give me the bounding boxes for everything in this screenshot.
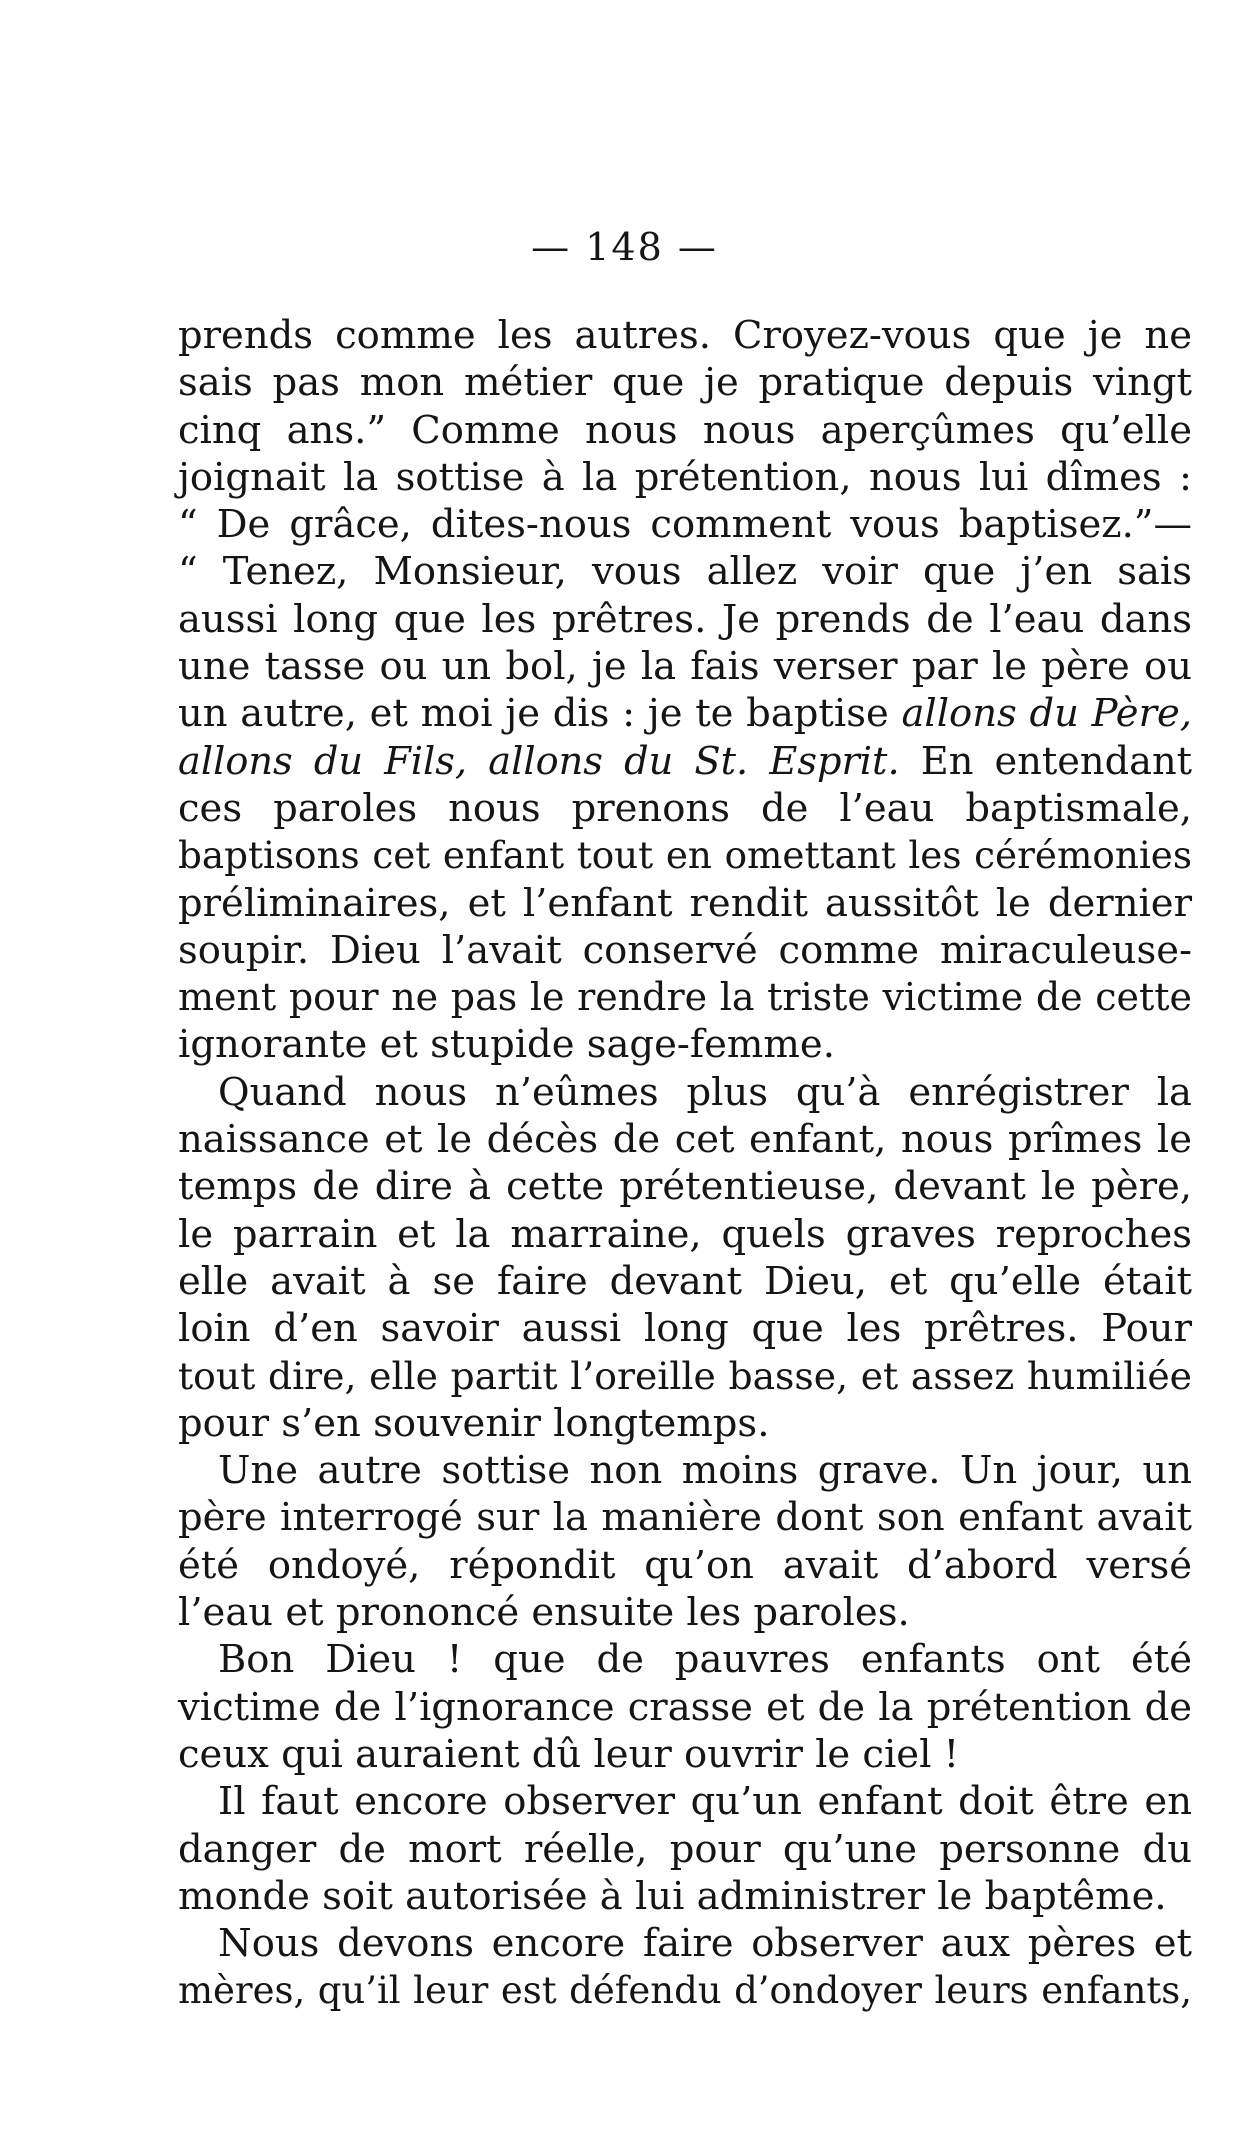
text-line: [178, 1589, 1192, 1636]
line-text: loin d’en savoir aussi long que les prêtres. Pour: [178, 1306, 1192, 1352]
text-line: [178, 312, 1192, 359]
line-text: En entendant: [899, 738, 1192, 784]
text-line: [178, 454, 1192, 501]
text-line: [178, 1400, 1192, 1447]
line-text: mères, qu’il leur est défendu d’ondoyer leurs enfants,: [178, 1969, 1192, 2013]
text-line: [178, 1731, 1192, 1778]
line-text: une tasse ou un bol, je la fais verser par le père ou: [178, 644, 1192, 690]
line-text: prends comme les autres. Croyez-vous que je ne: [178, 313, 1192, 358]
text-line: [178, 1542, 1192, 1589]
text-line: [178, 1447, 1192, 1494]
line-text: Il faut encore observer qu’un enfant doit être en: [218, 1779, 1192, 1825]
text-line: [178, 1163, 1192, 1210]
text-line: [178, 927, 1192, 974]
line-text: ment pour ne pas le rendre la triste victime de cette: [178, 975, 1192, 1020]
text-line: [178, 548, 1192, 595]
line-text: Nous devons encore faire observer aux pères et: [218, 1921, 1192, 1967]
text-line: [178, 359, 1192, 406]
line-text: aussi long que les prêtres. Je prends de l’eau dans: [178, 596, 1192, 642]
text-line: [178, 1211, 1192, 1258]
text-line: [178, 1684, 1192, 1731]
line-text: “ De grâce, dites-nous comment vous baptisez.”—: [178, 502, 1192, 548]
text-line: [178, 1305, 1192, 1352]
line-text: temps de dire à cette prétentieuse, devant le père,: [178, 1164, 1192, 1210]
line-text: Quand nous n’eûmes plus qu’à enrégistrer la: [218, 1069, 1192, 1115]
line-text: un autre, et moi je dis : je te baptise: [178, 691, 902, 737]
text-line: [178, 1258, 1192, 1305]
text-line: [178, 1826, 1192, 1873]
text-line: [178, 1353, 1192, 1400]
line-text: baptisons cet enfant tout en omettant les cérémonies: [178, 833, 1192, 878]
line-text: tout dire, elle partit l’oreille basse, et assez humiliée: [178, 1353, 1192, 1398]
line-text: Une autre sottise non moins grave. Un jour, un: [218, 1448, 1192, 1494]
line-text: Bon Dieu ! que de pauvres enfants ont été: [218, 1637, 1192, 1683]
text-line: [178, 1116, 1192, 1163]
text-line: [178, 501, 1192, 548]
text-line: [178, 880, 1192, 927]
italic-text: allons du Père,: [901, 691, 1192, 737]
line-text: “ Tenez, Monsieur, vous allez voir que j’en sais: [178, 549, 1192, 595]
text-line: [178, 407, 1192, 454]
line-text: monde soit autorisée à lui administrer le baptême.: [178, 1873, 1167, 1919]
line-text: l’eau et prononcé ensuite les paroles.: [178, 1590, 910, 1636]
line-text: été ondoyé, répondit qu’on avait d’abord versé: [178, 1542, 1192, 1588]
line-text: sais pas mon métier que je pratique depuis vingt: [178, 360, 1192, 406]
line-text: ces paroles nous prenons de l’eau baptismale,: [178, 785, 1192, 831]
text-line: [178, 1021, 1192, 1068]
text-line: [178, 1494, 1192, 1541]
body-text: [178, 312, 1192, 2015]
line-text: préliminaires, et l’enfant rendit aussitôt le dernier: [178, 880, 1192, 926]
text-line: [178, 596, 1192, 643]
text-line: [178, 974, 1192, 1021]
line-text: ceux qui auraient dû leur ouvrir le ciel !: [178, 1731, 960, 1777]
text-line: [178, 832, 1192, 879]
line-text: cinq ans.” Comme nous nous aperçûmes qu’elle: [178, 407, 1192, 453]
text-line: [178, 785, 1192, 832]
text-line: [178, 738, 1192, 785]
text-line: [178, 1778, 1192, 1825]
line-text: soupir. Dieu l’avait conservé comme miraculeuse-: [178, 927, 1192, 973]
line-text: joignait la sottise à la prétention, nous lui dîmes :: [178, 454, 1192, 500]
text-line: [178, 1636, 1192, 1683]
line-text: elle avait à se faire devant Dieu, et qu’elle était: [178, 1258, 1192, 1304]
line-text: naissance et le décès de cet enfant, nous prîmes le: [178, 1117, 1192, 1163]
italic-text: allons du Fils, allons du St. Esprit.: [178, 738, 900, 784]
line-text: le parrain et la marraine, quels graves reproches: [178, 1211, 1192, 1257]
line-text: père interrogé sur la manière dont son enfant avait: [178, 1495, 1192, 1541]
line-text: pour s’en souvenir longtemps.: [178, 1400, 770, 1446]
line-text: danger de mort réelle, pour qu’une personne du: [178, 1826, 1192, 1872]
line-text: victime de l’ignorance crasse et de la prétention de: [178, 1684, 1192, 1730]
text-line: [178, 1920, 1192, 1967]
text-line: [178, 1967, 1192, 2014]
text-line: [178, 1873, 1192, 1920]
text-line: [178, 643, 1192, 690]
page-number: — 148 —: [531, 225, 718, 269]
line-text: ignorante et stupide sage-femme.: [178, 1022, 835, 1068]
text-line: [178, 1069, 1192, 1116]
text-line: [178, 690, 1192, 737]
